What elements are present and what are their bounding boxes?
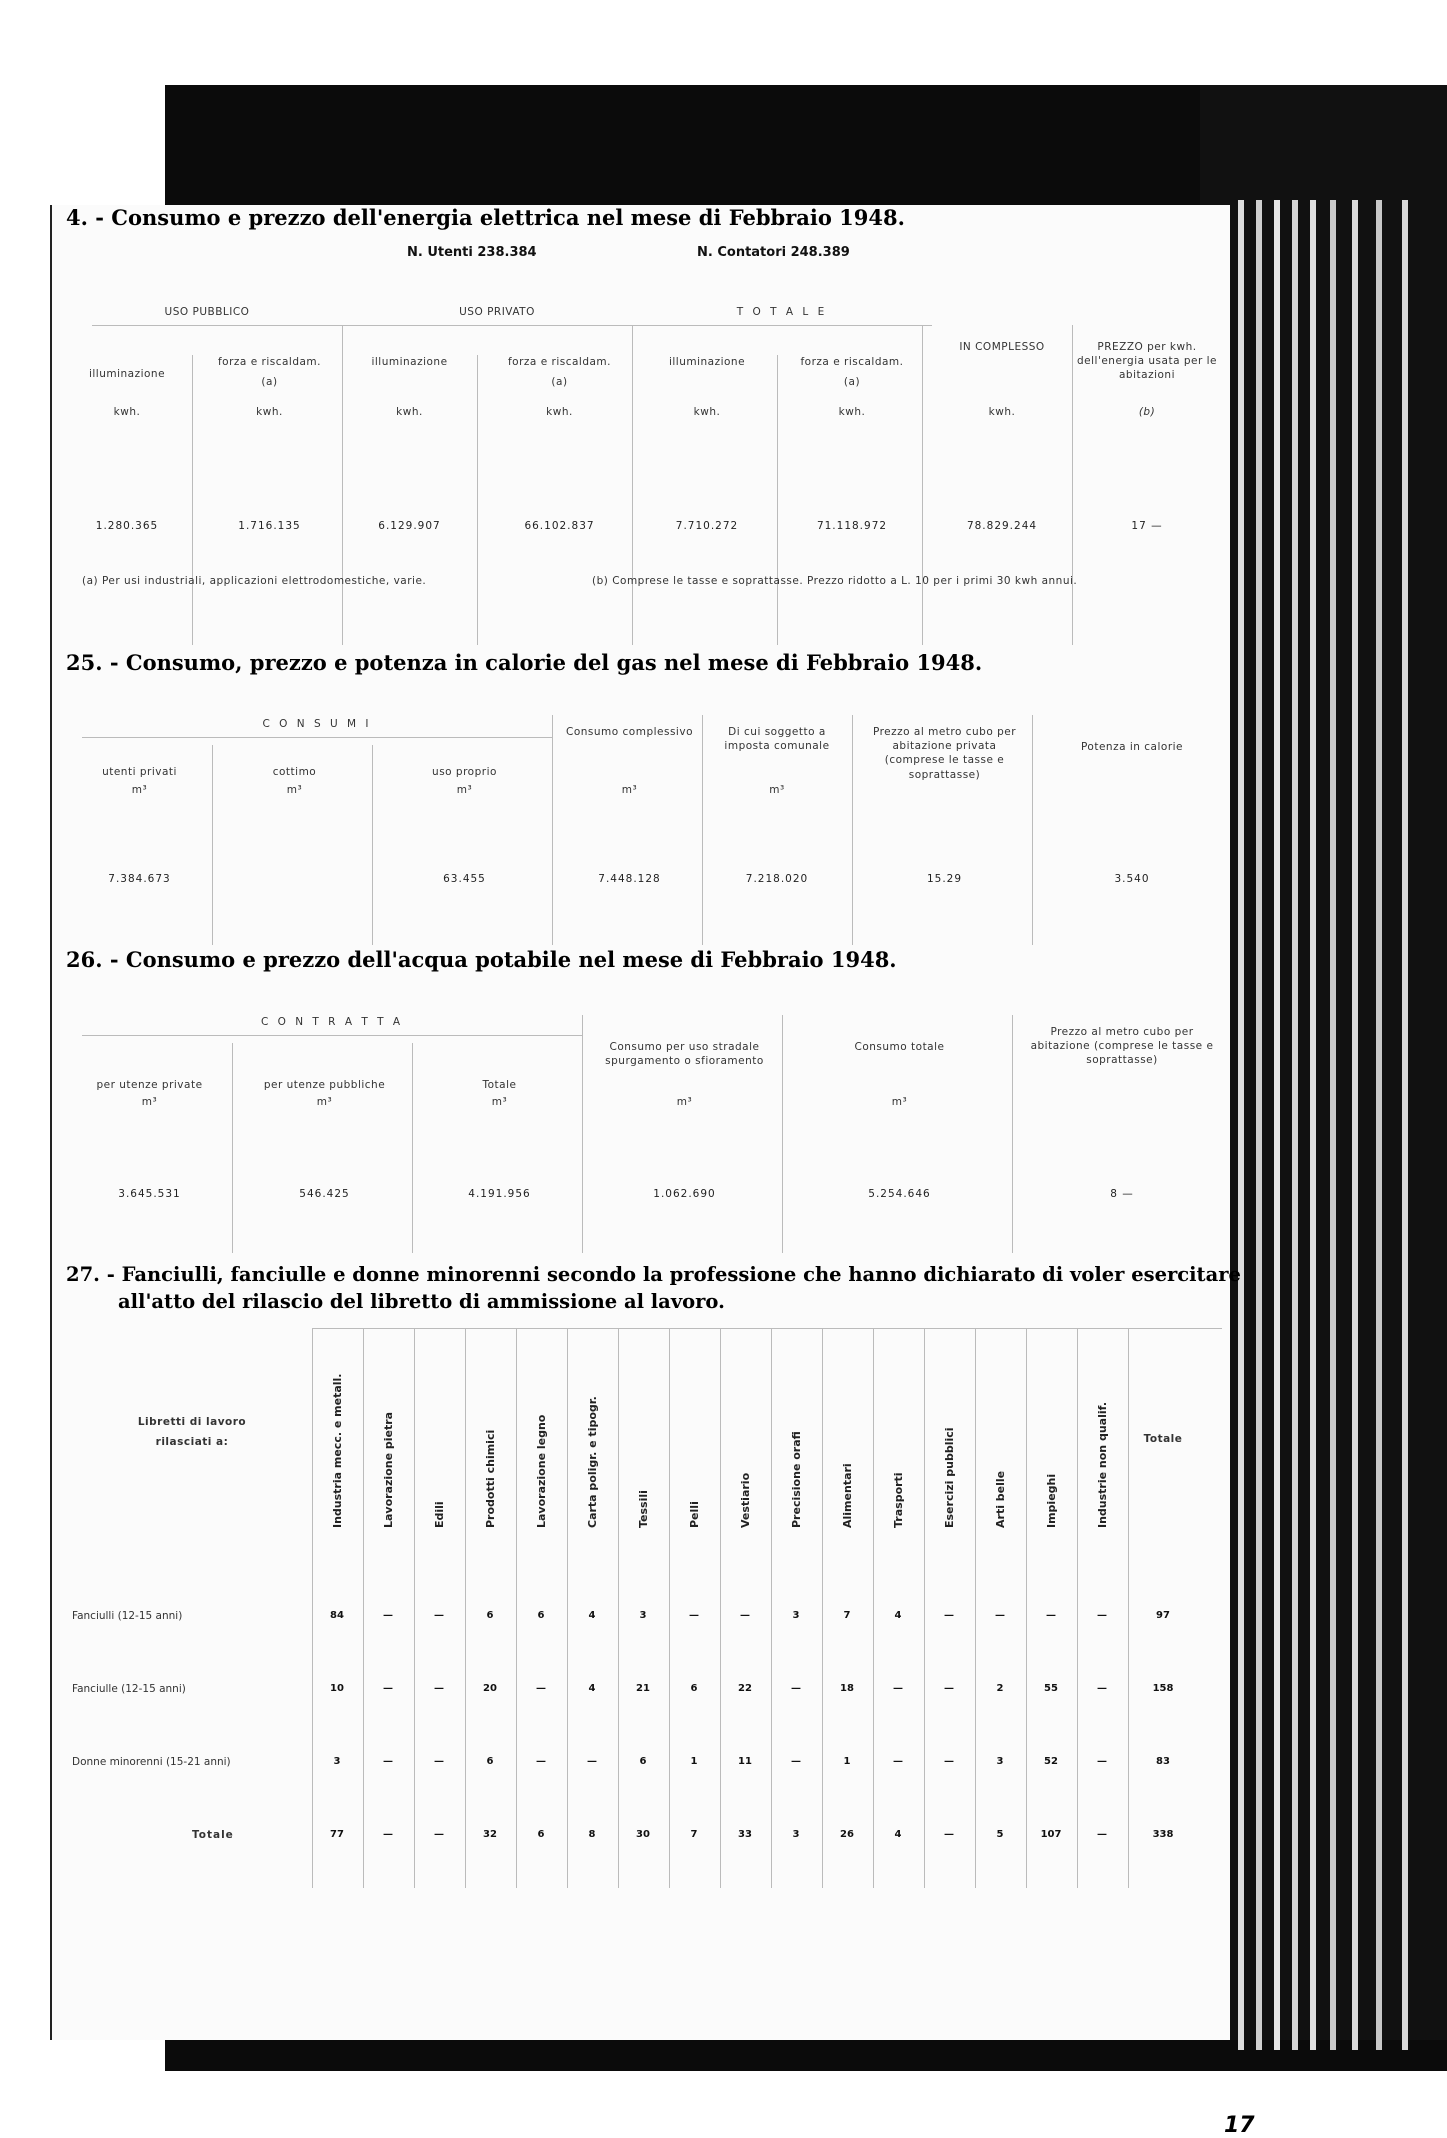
- col-unit: kwh.: [988, 406, 1016, 418]
- rule: [777, 355, 778, 645]
- table-cell: 52: [1044, 1756, 1058, 1767]
- table-cell: 6: [537, 1829, 545, 1840]
- col-label: Consumo totale: [854, 1041, 945, 1053]
- value-cell: 6.129.907: [378, 520, 441, 532]
- col-label: forza e riscaldam.: [217, 356, 321, 368]
- col-label: illuminazione: [371, 356, 448, 368]
- table-cell: —: [587, 1756, 597, 1767]
- value-cell: 78.829.244: [966, 520, 1038, 532]
- profession-header: [734, 1338, 758, 1528]
- rule: [1012, 1015, 1013, 1253]
- value-cell: 4.191.956: [468, 1188, 531, 1200]
- profession-label: Arti belle: [994, 1470, 1007, 1528]
- row-label: Totale: [192, 1829, 234, 1841]
- table-cell: —: [1097, 1829, 1107, 1840]
- section-25-title: 25. - Consumo, prezzo e potenza in calorie del gas nel mese di Febbraio 1948.: [66, 650, 983, 675]
- col-sub: (a): [843, 376, 861, 388]
- profession-header: [836, 1338, 860, 1528]
- table-cell: 3: [996, 1756, 1004, 1767]
- group-consumi: C O N S U M I: [262, 718, 372, 730]
- table-cell: 5: [996, 1829, 1004, 1840]
- section-27-title-line1: 27. - Fanciulli, fanciulle e donne minorenni secondo la professione che hanno dichiarato di voler esercitare: [66, 1263, 1241, 1286]
- col-label: Consumo complessivo: [566, 726, 693, 738]
- col-label: Prezzo al metro cubo per abitazione privata (comprese le tasse e soprattasse): [872, 726, 1017, 781]
- table-cell: —: [536, 1756, 546, 1767]
- rule: [669, 1328, 670, 1888]
- col-label: cottimo: [272, 766, 317, 778]
- row-total: 338: [1152, 1829, 1174, 1840]
- table-cell: —: [383, 1756, 393, 1767]
- table-cell: 77: [330, 1829, 344, 1840]
- value-cell: 15.29: [926, 873, 963, 885]
- table-cell: —: [791, 1756, 801, 1767]
- col-label: illuminazione: [668, 356, 746, 368]
- footnote-a: (a) Per usi industriali, applicazioni elettrodomestiche, varie.: [82, 575, 427, 587]
- rule: [372, 745, 373, 945]
- table-cell: 11: [738, 1756, 752, 1767]
- value-cell: 7.218.020: [745, 873, 809, 885]
- table-cell: 6: [639, 1756, 647, 1767]
- rule: [582, 1015, 583, 1253]
- col-label: Consumo per uso stradale spurgamento o sfioramento: [605, 1041, 764, 1068]
- page-edge: [1402, 200, 1408, 2050]
- rule: [477, 355, 478, 645]
- table-cell: —: [536, 1683, 546, 1694]
- section-24-title: 4. - Consumo e prezzo dell'energia elettrica nel mese di Febbraio 1948.: [66, 205, 905, 230]
- profession-header: [377, 1338, 401, 1528]
- table-cell: 1: [843, 1756, 851, 1767]
- col-unit: kwh.: [113, 406, 141, 418]
- profession-label: Carta poligr. e tipogr.: [586, 1396, 599, 1528]
- col-unit: kwh.: [396, 406, 423, 418]
- value-cell: 66.102.837: [524, 520, 595, 532]
- table-cell: —: [383, 1683, 393, 1694]
- col-unit: m³: [141, 1096, 158, 1108]
- rule: [782, 1015, 783, 1253]
- table-cell: —: [944, 1683, 954, 1694]
- profession-header: [632, 1338, 656, 1528]
- col-label: Totale: [482, 1079, 517, 1091]
- value-cell: 1.062.690: [653, 1188, 716, 1200]
- col-unit: m³: [621, 784, 638, 796]
- page-edge: [1274, 200, 1280, 2050]
- rule: [212, 745, 213, 945]
- table-cell: 33: [738, 1829, 752, 1840]
- table-cell: 6: [486, 1610, 494, 1621]
- table-cell: 10: [330, 1683, 344, 1694]
- col-unit: kwh.: [256, 406, 283, 418]
- row-label: Fanciulli (12-15 anni): [72, 1610, 183, 1622]
- rule: [342, 325, 343, 645]
- group-prezzo: PREZZO per kwh. dell'energia usata per le abitazioni: [1076, 341, 1217, 382]
- table-cell: 3: [792, 1610, 800, 1621]
- table-cell: 4: [894, 1610, 902, 1621]
- col-unit: kwh.: [838, 406, 866, 418]
- rule: [232, 1043, 233, 1253]
- table-cell: —: [944, 1829, 954, 1840]
- value-cell: 3.540: [1114, 873, 1150, 885]
- page-edge: [1292, 200, 1298, 2050]
- col-label: forza e riscaldam.: [507, 356, 611, 368]
- page-edge: [1238, 200, 1244, 2050]
- col-unit: m³: [131, 784, 148, 796]
- table-cell: —: [893, 1683, 903, 1694]
- table-cell: —: [740, 1610, 750, 1621]
- table-cell: 6: [690, 1683, 698, 1694]
- profession-header: [887, 1338, 911, 1528]
- table-cell: —: [791, 1683, 801, 1694]
- row-label: Fanciulle (12-15 anni): [72, 1683, 186, 1695]
- profession-header: [989, 1338, 1013, 1528]
- footnote-b: (b) Comprese le tasse e soprattasse. Prezzo ridotto a L. 10 per i primi 30 kwh annui.: [592, 575, 1078, 587]
- profession-label: Edili: [433, 1501, 446, 1528]
- rule: [1032, 715, 1033, 945]
- col-label: Prezzo al metro cubo per abitazione (comprese le tasse e soprattasse): [1030, 1026, 1214, 1067]
- table-cell: —: [893, 1756, 903, 1767]
- value-cell: 8 —: [1110, 1188, 1134, 1200]
- section-27-title-line2: all'atto del rilascio del libretto di ammissione al lavoro.: [118, 1290, 725, 1313]
- rule: [82, 1035, 582, 1036]
- page-edge: [1376, 200, 1382, 2050]
- rule: [822, 1328, 823, 1888]
- group-uso-pubblico: USO PUBBLICO: [164, 306, 250, 318]
- col-unit: m³: [456, 784, 473, 796]
- table-cell: 55: [1044, 1683, 1058, 1694]
- profession-header: [938, 1338, 962, 1528]
- table-cell: 3: [333, 1756, 341, 1767]
- col-unit: m³: [491, 1096, 508, 1108]
- value-cell: 17 —: [1131, 520, 1163, 532]
- row-total: 83: [1156, 1756, 1170, 1767]
- profession-label: Esercizi pubblici: [943, 1427, 956, 1528]
- profession-label: Trasporti: [892, 1472, 905, 1528]
- rule: [922, 325, 923, 645]
- profession-header: [1091, 1338, 1115, 1528]
- rule: [873, 1328, 874, 1888]
- table-cell: 4: [588, 1610, 596, 1621]
- profession-header: [479, 1338, 503, 1528]
- table-cell: —: [434, 1829, 444, 1840]
- table-cell: 84: [330, 1610, 344, 1621]
- value-cell: 71.118.972: [816, 520, 888, 532]
- table-cell: 2: [996, 1683, 1004, 1694]
- contatori-count: N. Contatori 248.389: [697, 245, 850, 260]
- table-cell: 3: [639, 1610, 647, 1621]
- col-label: per utenze pubbliche: [263, 1079, 386, 1091]
- rule: [618, 1328, 619, 1888]
- col-label: forza e riscaldam.: [800, 356, 904, 368]
- table-cell: 30: [636, 1829, 650, 1840]
- rule: [516, 1328, 517, 1888]
- table-cell: 107: [1040, 1829, 1062, 1840]
- page-edge: [1310, 200, 1316, 2050]
- profession-label: Industrie non qualif.: [1096, 1401, 1109, 1528]
- value-cell: 3.645.531: [118, 1188, 181, 1200]
- value-cell: 7.710.272: [675, 520, 739, 532]
- row-total: 97: [1156, 1610, 1170, 1621]
- table-cell: 7: [690, 1829, 698, 1840]
- table-cell: 32: [483, 1829, 497, 1840]
- profession-label: Tessili: [637, 1490, 650, 1528]
- table-cell: —: [434, 1756, 444, 1767]
- table-cell: —: [689, 1610, 699, 1621]
- rule: [720, 1328, 721, 1888]
- table-cell: 3: [792, 1829, 800, 1840]
- table-cell: —: [1046, 1610, 1056, 1621]
- table-cell: —: [995, 1610, 1005, 1621]
- page-number: 17: [1224, 2113, 1255, 2138]
- col-label: Di cui soggetto a imposta comunale: [724, 726, 830, 753]
- profession-label: Industria mecc. e metall.: [331, 1373, 344, 1528]
- col-unit: m³: [286, 784, 303, 796]
- rule: [1072, 325, 1073, 645]
- rule: [771, 1328, 772, 1888]
- rule: [192, 355, 193, 645]
- rule: [702, 715, 703, 945]
- col-sub: (a): [261, 376, 278, 388]
- rule: [632, 325, 633, 645]
- col-unit: (b): [1138, 406, 1156, 418]
- profession-label: Alimentari: [841, 1463, 854, 1528]
- profession-header: [683, 1338, 707, 1528]
- group-uso-privato: USO PRIVATO: [459, 306, 535, 318]
- profession-label: Pelli: [688, 1501, 701, 1528]
- col-unit: m³: [769, 784, 785, 796]
- rule: [1077, 1328, 1078, 1888]
- group-contratta: C O N T R A T T A: [260, 1016, 404, 1028]
- table-cell: 1: [690, 1756, 698, 1767]
- page-edge: [1256, 200, 1262, 2050]
- table-cell: —: [1097, 1756, 1107, 1767]
- page-edge: [1352, 200, 1358, 2050]
- group-totale: T O T A L E: [736, 306, 828, 318]
- col-label: uso proprio: [432, 766, 497, 778]
- col-label: per utenze private: [96, 1079, 203, 1091]
- rule: [975, 1328, 976, 1888]
- table-cell: 4: [588, 1683, 596, 1694]
- profession-header: [1040, 1338, 1064, 1528]
- table-cell: —: [383, 1610, 393, 1621]
- rule: [412, 1043, 413, 1253]
- profession-header: [581, 1338, 605, 1528]
- table-cell: 6: [537, 1610, 545, 1621]
- utenti-count: N. Utenti 238.384: [407, 245, 537, 260]
- table-cell: 26: [840, 1829, 854, 1840]
- page-edge: [1330, 200, 1336, 2050]
- rule: [312, 1328, 1222, 1329]
- document-page: [50, 205, 1255, 2138]
- value-cell: 7.448.128: [598, 873, 661, 885]
- col-label: utenti privati: [102, 766, 177, 778]
- table-cell: —: [434, 1683, 444, 1694]
- profession-label: Prodotti chimici: [484, 1429, 497, 1528]
- value-cell: 5.254.646: [868, 1188, 931, 1200]
- scan-shadow-bottom: [165, 2040, 1447, 2071]
- table-cell: —: [383, 1829, 393, 1840]
- profession-header: [326, 1338, 350, 1528]
- section-26-title: 26. - Consumo e prezzo dell'acqua potabile nel mese di Febbraio 1948.: [66, 947, 897, 972]
- row-label: Donne minorenni (15-21 anni): [72, 1756, 231, 1768]
- rule: [414, 1328, 415, 1888]
- rule: [363, 1328, 364, 1888]
- value-cell: 1.716.135: [238, 520, 301, 532]
- table-cell: 22: [738, 1683, 752, 1694]
- group-in-complesso: IN COMPLESSO: [959, 341, 1045, 353]
- row-total: 158: [1152, 1683, 1174, 1694]
- rule: [92, 325, 932, 326]
- corner-label-line1: Libretti di lavoro: [137, 1416, 247, 1428]
- rule: [465, 1328, 466, 1888]
- rule: [312, 1328, 313, 1888]
- profession-label: Impieghi: [1045, 1473, 1058, 1528]
- rule: [852, 715, 853, 945]
- table-cell: —: [944, 1756, 954, 1767]
- value-cell: 546.425: [299, 1188, 350, 1200]
- col-label: illuminazione: [88, 368, 166, 380]
- rule: [82, 737, 552, 738]
- table-cell: 20: [483, 1683, 497, 1694]
- profession-header: [785, 1338, 809, 1528]
- rule: [552, 715, 553, 945]
- col-sub: (a): [551, 376, 568, 388]
- table-cell: —: [1097, 1683, 1107, 1694]
- value-cell: 7.384.673: [108, 873, 171, 885]
- rule: [1026, 1328, 1027, 1888]
- col-unit: m³: [316, 1096, 333, 1108]
- table-cell: —: [434, 1610, 444, 1621]
- profession-label: Lavorazione legno: [535, 1414, 548, 1528]
- total-header: Totale: [1143, 1433, 1183, 1445]
- table-cell: 8: [588, 1829, 596, 1840]
- profession-label: Vestiario: [739, 1472, 752, 1528]
- table-cell: 7: [843, 1610, 851, 1621]
- col-label: Potenza in calorie: [1080, 741, 1184, 753]
- profession-header: [428, 1338, 452, 1528]
- col-unit: kwh.: [693, 406, 721, 418]
- rule: [924, 1328, 925, 1888]
- rule: [1128, 1328, 1129, 1888]
- value-cell: 1.280.365: [95, 520, 159, 532]
- table-cell: 18: [840, 1683, 854, 1694]
- profession-header: [530, 1338, 554, 1528]
- table-cell: —: [944, 1610, 954, 1621]
- corner-label-line2: rilasciati a:: [155, 1436, 229, 1448]
- col-unit: m³: [891, 1096, 908, 1108]
- profession-label: Precisione orafi: [790, 1431, 803, 1528]
- table-cell: 21: [636, 1683, 650, 1694]
- profession-label: Lavorazione pietra: [382, 1411, 395, 1528]
- table-cell: 4: [894, 1829, 902, 1840]
- col-unit: kwh.: [546, 406, 573, 418]
- value-cell: 63.455: [443, 873, 486, 885]
- table-cell: —: [1097, 1610, 1107, 1621]
- col-unit: m³: [676, 1096, 693, 1108]
- rule: [567, 1328, 568, 1888]
- table-cell: 6: [486, 1756, 494, 1767]
